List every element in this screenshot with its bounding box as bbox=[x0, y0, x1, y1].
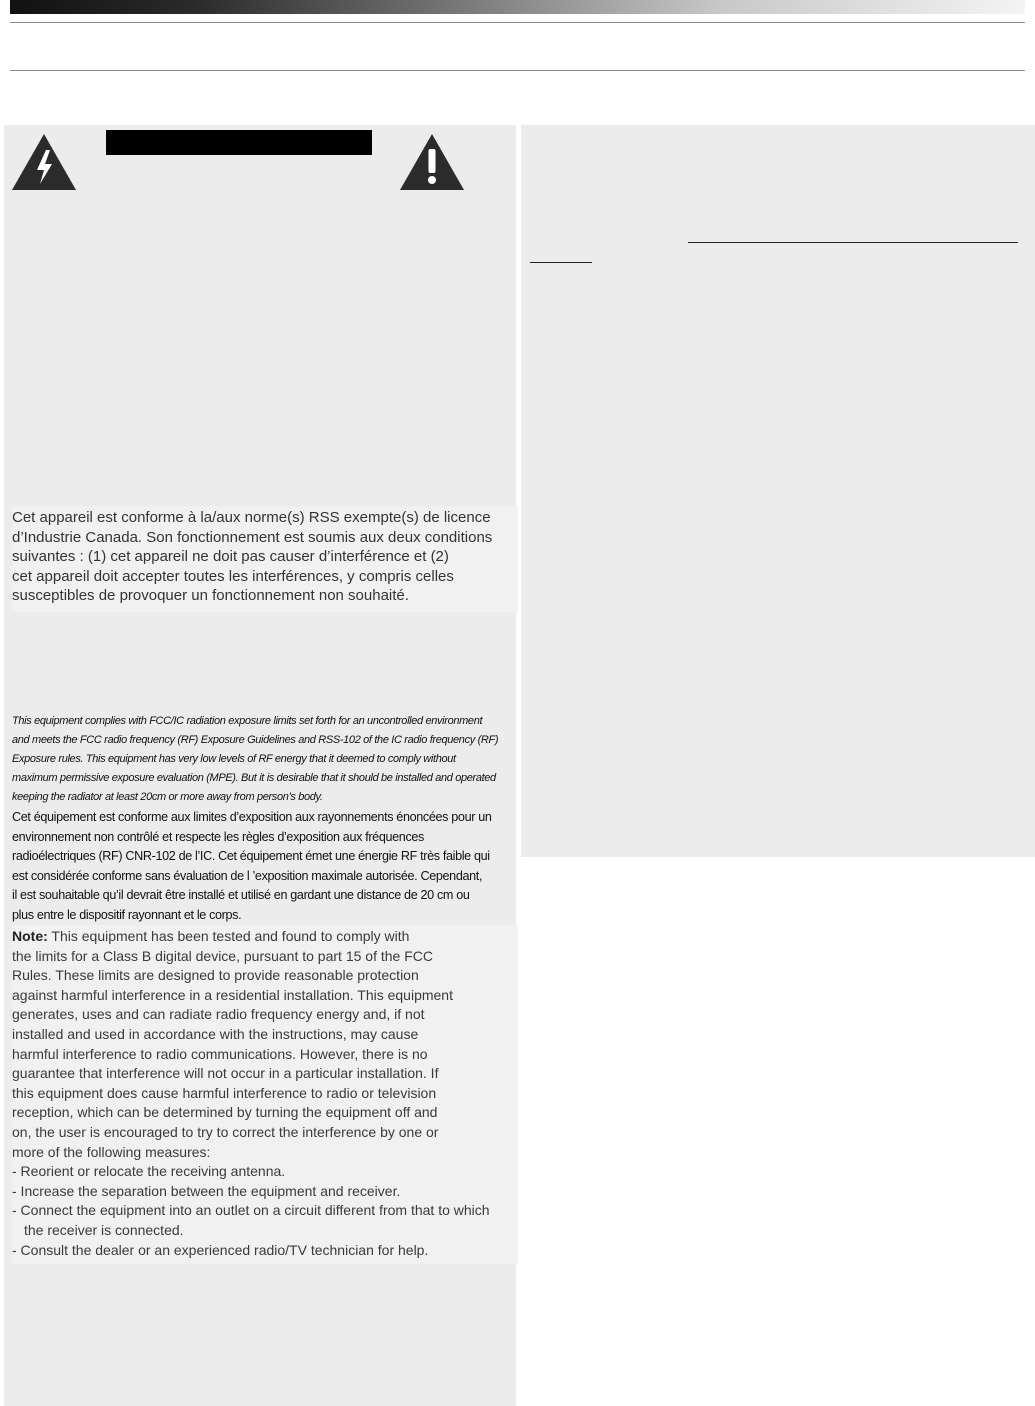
text-line: radioélectriques (RF) CNR-102 de l’IC. Cet équipement émet une énergie RF très faible qui bbox=[12, 849, 490, 863]
text-line: this equipment does cause harmful interference to radio or television bbox=[12, 1084, 437, 1101]
text-line: cet appareil doit accepter toutes les interférences, y compris celles bbox=[12, 567, 454, 585]
note-first-line-text: This equipment has been tested and found to comply with bbox=[51, 928, 410, 944]
header-gradient-bar bbox=[10, 0, 1025, 14]
text-line: the limits for a Class B digital device, pursuant to part 15 of the FCC bbox=[12, 947, 433, 964]
text-line: keeping the radiator at least 20cm or more away from person’s body. bbox=[12, 791, 323, 803]
text-line: on, the user is encouraged to try to correct the interference by one or bbox=[12, 1123, 439, 1140]
text-line: against harmful interference in a residential installation. This equipment bbox=[12, 986, 453, 1003]
fcc-part15-note bbox=[12, 925, 518, 1264]
text-line: and meets the FCC radio frequency (RF) Exposure Guidelines and RSS-102 of the IC radio frequency (RF) bbox=[12, 734, 499, 746]
header-rule-top bbox=[10, 22, 1025, 23]
note-first-line bbox=[12, 927, 512, 947]
right-notice-panel bbox=[521, 125, 1035, 857]
industry-canada-fr-notice bbox=[12, 506, 518, 612]
text-line: maximum permissive exposure evaluation (MPE). But it is desirable that it should be installed and operated bbox=[12, 772, 496, 784]
measure-item: - Increase the separation between the equipment and receiver. bbox=[12, 1182, 401, 1199]
text-line: reception, which can be determined by turning the equipment off and bbox=[12, 1104, 438, 1121]
caution-banner bbox=[106, 130, 372, 155]
text-line: d’Industrie Canada. Son fonctionnement est soumis aux deux conditions bbox=[12, 528, 493, 546]
text-line: harmful interference to radio communications. However, there is no bbox=[12, 1045, 428, 1062]
text-line: Cet équipement est conforme aux limites d’exposition aux rayonnements énoncées pour un bbox=[12, 810, 492, 824]
note-label: Note: bbox=[12, 928, 48, 944]
text-line: installed and used in accordance with the instructions, may cause bbox=[12, 1025, 419, 1042]
text-line: susceptibles de provoquer un fonctionnement non souhaité. bbox=[12, 587, 409, 605]
text-line: il est souhaitable qu’il devrait être installé et utilisé en gardant une distance de 20 cm ou bbox=[12, 888, 470, 902]
text-line: generates, uses and can radiate radio frequency energy and, if not bbox=[12, 1006, 425, 1023]
text-line: Rules. These limits are designed to provide reasonable protection bbox=[12, 967, 419, 984]
underline-rule bbox=[688, 242, 1018, 243]
text-line: suivantes : (1) cet appareil ne doit pas causer d’interférence et (2) bbox=[12, 548, 449, 566]
rf-exposure-fr-notice bbox=[12, 808, 508, 925]
text-line: This equipment complies with FCC/IC radiation exposure limits set forth for an uncontrolled environment bbox=[12, 715, 483, 727]
text-line: Exposure rules. This equipment has very low levels of RF energy that it deemed to comply without bbox=[12, 753, 456, 765]
text-line: guarantee that interference will not occur in a particular installation. If bbox=[12, 1065, 439, 1082]
measure-item: - Reorient or relocate the receiving antenna. bbox=[12, 1163, 286, 1180]
text-line: more of the following measures: bbox=[12, 1143, 211, 1160]
text-line: environnement non contrôlé et respecte les règles d’exposition aux fréquences bbox=[12, 829, 424, 844]
measure-item: - Connect the equipment into an outlet on a circuit different from that to which the receiver is connected. bbox=[12, 1202, 490, 1238]
rf-exposure-en-notice bbox=[12, 712, 508, 807]
text-line: Cet appareil est conforme à la/aux norme(s) RSS exempte(s) de licence bbox=[12, 509, 491, 526]
exclamation-warning-icon bbox=[399, 133, 465, 191]
header-rule-bottom bbox=[10, 70, 1025, 71]
text-line: plus entre le dispositif rayonnant et le corps. bbox=[12, 907, 242, 922]
measure-item: - Consult the dealer or an experienced radio/TV technician for help. bbox=[12, 1241, 429, 1258]
underline-rule bbox=[530, 262, 592, 263]
lightning-warning-icon bbox=[11, 133, 77, 191]
text-line: est considérée conforme sans évaluation de l ’exposition maximale autorisée. Cependant, bbox=[12, 868, 483, 883]
